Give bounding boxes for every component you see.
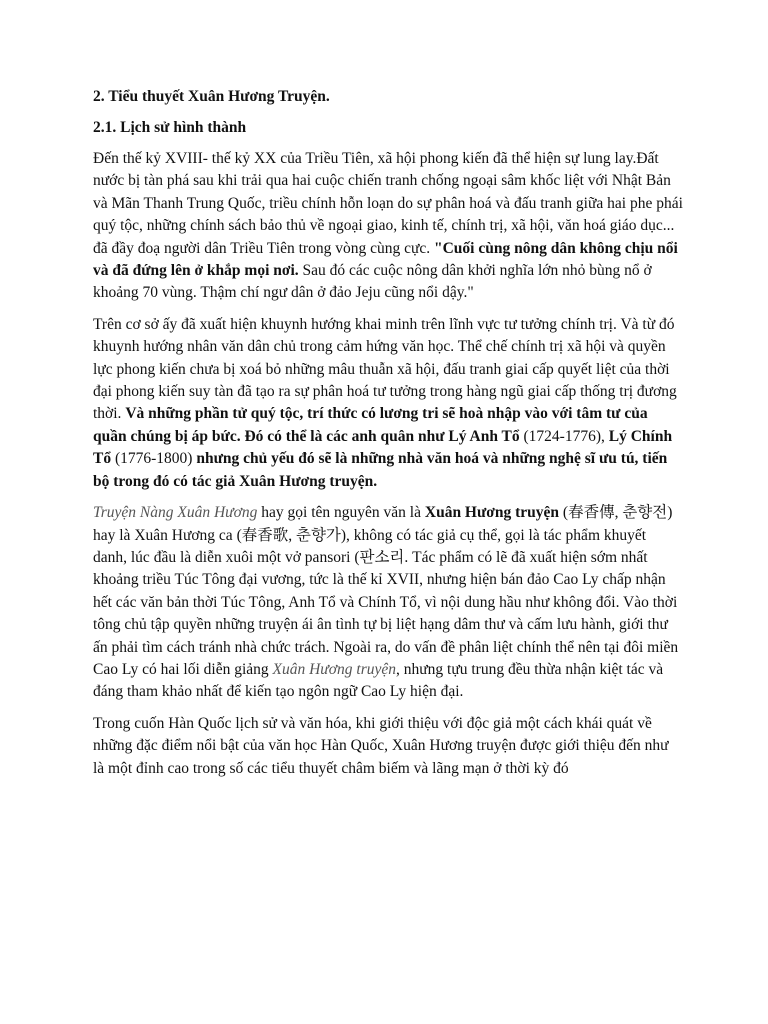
paragraph-3-text-2: (春香傳, 춘향전) hay là Xuân Hương ca (春香歌, 춘향가), không có tác giả cụ thể, gọi là tác phẩm khuyết danh, lúc đầu là diễn xuôi một vở pansori (판소리. Tác phẩm có lẽ đã xuất hiện sớm nhất khoảng triều Túc Tông đại vương, tức là thế kỉ XVII, nhưng hiện bán đảo Cao Ly chấp nhận hết các văn bản thời Túc Tông, Anh Tổ và Chính Tổ, vì nội dung hầu như không đổi. Vào thời tông chủ tập quyền những truyện ái ân tình tự bị liệt hạng dâm thư và cấm lưu hành, giới thư ấn phải tìm cách tránh nhà chức trách. Ngoài ra, do vấn đề phân liệt chính thể nên tại đôi miền Cao Ly có hai lối diễn giảng bbox=[93, 504, 679, 678]
paragraph-4-text-1: Trong cuốn Hàn Quốc lịch sử và văn hóa, khi giới thiệu với độc giả một cách khái quát về những đặc điểm nổi bật của văn học Hàn Quốc, Xuân Hương truyện được giới thiệu đến như là một đỉnh cao trong số các tiểu thuyết châm biếm và lãng mạn ở thời kỳ đó bbox=[93, 714, 669, 777]
paragraph-2-bold-3: nhưng chủ yếu đó sẽ là những nhà văn hoá và những nghệ sĩ ưu tú, tiến bộ trong đó có tác giả Xuân Hương truyện. bbox=[93, 450, 668, 490]
paragraph-2 bbox=[93, 314, 683, 493]
paragraph-3-italic-1: Truyện Nàng Xuân Hương bbox=[93, 504, 258, 522]
paragraph-2-text-1: Trên cơ sở ấy đã xuất hiện khuynh hướng khai minh trên lĩnh vực tư tưởng chính trị. Và từ đó khuynh hướng nhân văn dân chủ trong cảm hứng văn học. Thể chế chính trị xã hội và quyền lực phong kiến chưa bị xoá bỏ những mâu thuẫn xã hội, đấu tranh giai cấp quyết liệt của thời đại phong kiến suy tàn đã tạo ra sự phân hoá tư tưởng trong hàng ngũ giai cấp thống trị đương thời. bbox=[93, 315, 677, 423]
paragraph-3 bbox=[93, 502, 683, 704]
paragraph-2-text-3: (1776-1800) bbox=[111, 450, 197, 468]
paragraph-2-bold-1: Và những phần tử quý tộc, trí thức có lương tri sẽ hoà nhập vào với tâm tư của quần chúng bị áp bức. Đó có thể là các anh quân như Lý Anh Tổ bbox=[93, 405, 648, 445]
paragraph-4 bbox=[93, 713, 683, 780]
paragraph-1 bbox=[93, 148, 683, 305]
paragraph-3-italic-2: Xuân Hương truyện bbox=[272, 660, 397, 678]
paragraph-2-text-2: (1724-1776), bbox=[519, 427, 609, 445]
subsection-heading: 2.1. Lịch sử hình thành bbox=[93, 119, 247, 136]
paragraph-1-text-1: Đến thế kỷ XVIII- thế kỷ XX của Triều Tiên, xã hội phong kiến đã thể hiện sự lung lay.Đất nước bị tàn phá sau khi trải qua hai cuộc chiến tranh chống ngoại sâm khốc liệt với Nhật Bản và Mãn Thanh Trung Quốc, triều chính hỗn loạn do sự phân hoá và đấu tranh giữa hai phe phái quý tộc, những chính sách bảo thủ về ngoại giao, kinh tế, chính trị, xã hội, văn hoá giáo dục... đã đầy đoạ người dân Triều Tiên trong vòng cùng cực. bbox=[93, 150, 683, 257]
section-heading: 2. Tiểu thuyết Xuân Hương Truyện. bbox=[93, 88, 330, 105]
paragraph-1-bold-1: "Cuối cùng nông dân không chịu nổi và đã đứng lên ở khắp mọi nơi. bbox=[93, 239, 678, 280]
paragraph-3-bold-1: Xuân Hương truyện bbox=[424, 504, 560, 522]
paragraph-3-text-1: hay gọi tên nguyên văn là bbox=[257, 504, 425, 522]
paragraph-2-bold-2: Lý Chính Tổ bbox=[93, 427, 673, 468]
document-page bbox=[93, 86, 683, 789]
paragraph-3-text-3: , nhưng tựu trung đều thừa nhận kiệt tác và đáng tham khảo nhất để kiến tạo ngôn ngữ Cao Ly hiện đại. bbox=[93, 660, 664, 701]
paragraph-1-text-2: Sau đó các cuộc nông dân khởi nghĩa lớn nhỏ bùng nổ ở khoảng 70 vùng. Thậm chí ngư dân ở đảo Jeju cũng nổi dậy." bbox=[93, 262, 652, 302]
